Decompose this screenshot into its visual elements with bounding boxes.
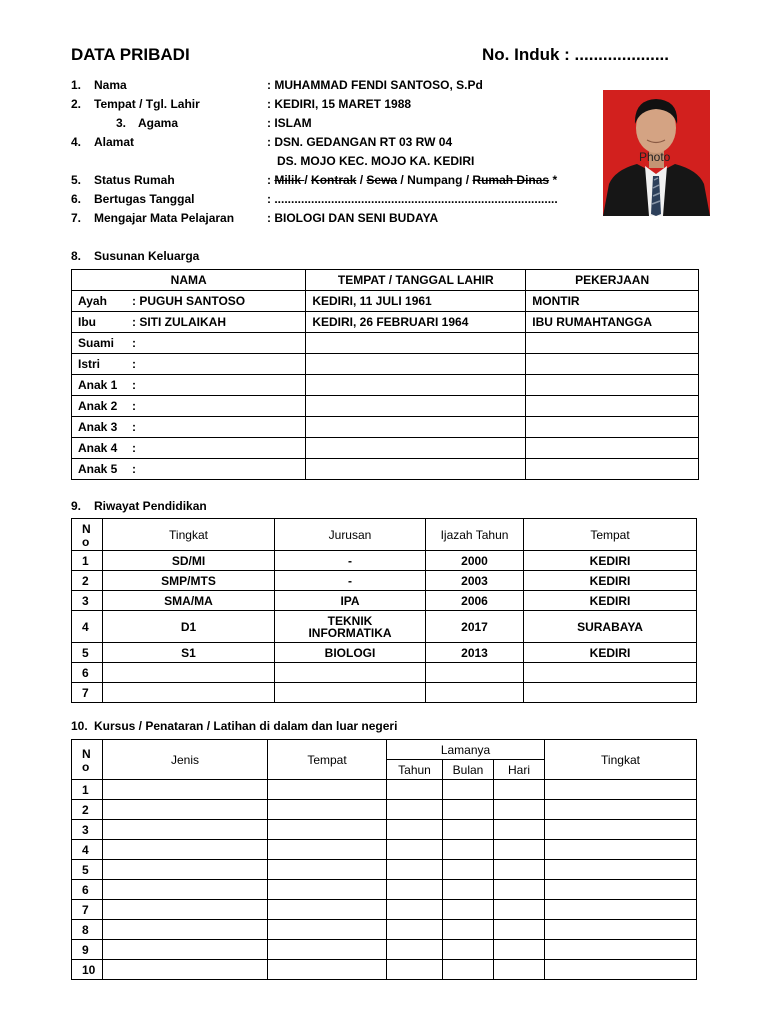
relation-label: Anak 1	[78, 378, 118, 392]
relation-label: Istri	[78, 357, 101, 371]
info-label: Alamat	[94, 135, 135, 149]
empty-cell	[103, 820, 268, 840]
table-row	[72, 840, 697, 860]
empty-cell	[103, 860, 268, 880]
level-cell	[103, 683, 275, 703]
empty-cell	[545, 960, 697, 980]
info-value: : MUHAMMAD FENDI SANTOSO, S.Pd	[267, 78, 483, 92]
value-part: :	[267, 173, 275, 187]
header-text: N	[82, 746, 91, 761]
section-number: 9.	[71, 499, 82, 513]
table-row	[72, 960, 697, 980]
row-number-cell: 4	[72, 611, 103, 643]
column-header: Jenis	[103, 740, 268, 780]
row-number-cell: 6	[72, 663, 103, 683]
table-row	[72, 312, 699, 333]
job-cell	[526, 396, 699, 417]
header-text: N	[82, 521, 91, 536]
value-part: / Numpang /	[397, 173, 473, 187]
table-row	[72, 880, 697, 900]
column-header: Tingkat	[545, 740, 697, 780]
place-cell: KEDIRI	[524, 643, 697, 663]
relation-label: Anak 2	[78, 399, 118, 413]
empty-cell	[103, 880, 268, 900]
info-row-birth	[71, 97, 591, 116]
year-cell: 2003	[426, 571, 524, 591]
empty-cell	[545, 920, 697, 940]
table-row	[72, 683, 697, 703]
column-header: Ijazah Tahun	[426, 519, 524, 551]
info-label: Mengajar Mata Pelajaran	[94, 211, 235, 225]
empty-cell	[545, 820, 697, 840]
place-cell: SURABAYA	[524, 611, 697, 643]
birth-cell	[306, 438, 526, 459]
column-header: Bulan	[443, 760, 494, 780]
level-cell: SD/MI	[103, 551, 275, 571]
course-table	[71, 739, 697, 980]
table-row	[72, 860, 697, 880]
table-row	[72, 354, 699, 375]
empty-cell	[545, 860, 697, 880]
section-title: Riwayat Pendidikan	[94, 499, 207, 513]
family-name: : PUGUH SANTOSO	[132, 294, 246, 308]
birth-cell	[306, 396, 526, 417]
info-number: 4.	[71, 135, 82, 149]
section-title: Susunan Keluarga	[94, 249, 200, 263]
job-cell	[526, 333, 699, 354]
info-number: 3.	[116, 116, 127, 130]
major-cell	[275, 683, 426, 703]
empty-cell	[443, 900, 494, 920]
empty-cell	[103, 940, 268, 960]
job-cell	[526, 438, 699, 459]
column-header: Tempat	[524, 519, 697, 551]
row-number-cell: 3	[72, 591, 103, 611]
year-cell: 2017	[426, 611, 524, 643]
table-row	[72, 417, 699, 438]
empty-cell	[494, 780, 545, 800]
value-part-struck: Kontrak	[311, 173, 357, 187]
table-row	[72, 900, 697, 920]
family-name-cell	[72, 396, 306, 417]
info-number: 6.	[71, 192, 82, 206]
info-value: : .....................................................................................	[267, 192, 558, 206]
major-line: TEKNIK	[327, 613, 373, 628]
row-number-cell: 3	[72, 820, 103, 840]
major-cell: -	[275, 551, 426, 571]
table-row	[72, 663, 697, 683]
empty-cell	[103, 800, 268, 820]
induk-number-label: No. Induk : ....................	[482, 45, 670, 64]
page-title: DATA PRIBADI	[71, 45, 190, 64]
profile-photo	[603, 90, 710, 216]
birth-cell	[306, 333, 526, 354]
empty-cell	[268, 940, 387, 960]
year-cell	[426, 663, 524, 683]
info-row-religion	[71, 116, 591, 135]
major-cell: -	[275, 571, 426, 591]
section-family	[71, 249, 199, 263]
table-row	[72, 375, 699, 396]
level-cell: SMA/MA	[103, 591, 275, 611]
empty-cell	[268, 900, 387, 920]
job-cell: MONTIR	[526, 291, 699, 312]
info-number: 2.	[71, 97, 82, 111]
value-part: /	[304, 173, 312, 187]
value-part-struck: Rumah Dinas	[472, 173, 550, 187]
table-header-row	[72, 519, 697, 551]
empty-cell	[268, 840, 387, 860]
info-value: : KEDIRI, 15 MARET 1988	[267, 97, 412, 111]
empty-cell	[494, 880, 545, 900]
family-name: :	[132, 399, 136, 413]
empty-cell	[494, 900, 545, 920]
family-name-cell	[72, 291, 306, 312]
family-name: :	[132, 357, 136, 371]
column-header: PEKERJAAN	[526, 270, 699, 291]
row-number-cell: 5	[72, 860, 103, 880]
empty-cell	[387, 880, 443, 900]
info-number: 5.	[71, 173, 82, 187]
info-label: Status Rumah	[94, 173, 175, 187]
info-row-subject	[71, 211, 591, 230]
section-courses	[71, 719, 397, 733]
photo-label: Photo	[639, 150, 671, 164]
row-number-cell: 4	[72, 840, 103, 860]
empty-cell	[387, 900, 443, 920]
table-row	[72, 333, 699, 354]
info-value: : DSN. GEDANGAN RT 03 RW 04	[267, 135, 453, 149]
place-cell: KEDIRI	[524, 571, 697, 591]
empty-cell	[268, 880, 387, 900]
info-value: : ISLAM	[267, 116, 312, 130]
section-education	[71, 499, 207, 513]
empty-cell	[443, 820, 494, 840]
info-label: Nama	[94, 78, 127, 92]
place-cell	[524, 663, 697, 683]
empty-cell	[443, 940, 494, 960]
empty-cell	[103, 840, 268, 860]
family-name-cell	[72, 417, 306, 438]
info-number: 1.	[71, 78, 82, 92]
empty-cell	[443, 860, 494, 880]
family-name-cell	[72, 312, 306, 333]
family-name: :	[132, 420, 136, 434]
empty-cell	[387, 860, 443, 880]
birth-cell	[306, 417, 526, 438]
empty-cell	[545, 940, 697, 960]
table-header-row	[72, 270, 699, 291]
column-header: Lamanya	[387, 740, 545, 760]
birth-cell: KEDIRI, 26 FEBRUARI 1964	[306, 312, 526, 333]
family-name-cell	[72, 333, 306, 354]
column-header: Jurusan	[275, 519, 426, 551]
empty-cell	[443, 960, 494, 980]
row-number-cell: 1	[72, 551, 103, 571]
empty-cell	[494, 820, 545, 840]
level-cell: SMP/MTS	[103, 571, 275, 591]
empty-cell	[545, 780, 697, 800]
empty-cell	[387, 820, 443, 840]
family-name: :	[132, 441, 136, 455]
job-cell: IBU RUMAHTANGGA	[526, 312, 699, 333]
family-name: :	[132, 462, 136, 476]
relation-label: Ibu	[78, 315, 96, 329]
table-row	[72, 459, 699, 480]
row-number-cell: 1	[72, 780, 103, 800]
relation-label: Anak 4	[78, 441, 118, 455]
empty-cell	[443, 920, 494, 940]
family-name-cell	[72, 459, 306, 480]
column-header-no	[72, 740, 103, 780]
info-number: 7.	[71, 211, 82, 225]
major-cell	[275, 611, 426, 643]
column-header: Hari	[494, 760, 545, 780]
empty-cell	[103, 780, 268, 800]
personal-info-list	[71, 78, 591, 230]
value-part: *	[549, 173, 558, 187]
table-row	[72, 591, 697, 611]
empty-cell	[494, 860, 545, 880]
year-cell	[426, 683, 524, 703]
info-row-address-2	[71, 154, 591, 173]
row-number-cell: 10	[72, 960, 103, 980]
birth-cell	[306, 354, 526, 375]
relation-label: Anak 3	[78, 420, 118, 434]
empty-cell	[443, 780, 494, 800]
table-row	[72, 611, 697, 643]
value-part: /	[356, 173, 367, 187]
section-number: 8.	[71, 249, 82, 263]
info-value: : BIOLOGI DAN SENI BUDAYA	[267, 211, 439, 225]
info-row-address	[71, 135, 591, 154]
column-header: TEMPAT / TANGGAL LAHIR	[306, 270, 526, 291]
table-row	[72, 396, 699, 417]
major-cell: IPA	[275, 591, 426, 611]
table-row	[72, 820, 697, 840]
birth-cell: KEDIRI, 11 JULI 1961	[306, 291, 526, 312]
empty-cell	[387, 780, 443, 800]
level-cell	[103, 663, 275, 683]
table-row	[72, 291, 699, 312]
empty-cell	[545, 800, 697, 820]
empty-cell	[545, 900, 697, 920]
empty-cell	[268, 860, 387, 880]
family-name-cell	[72, 354, 306, 375]
row-number-cell: 7	[72, 900, 103, 920]
column-header: Tahun	[387, 760, 443, 780]
year-cell: 2006	[426, 591, 524, 611]
row-number-cell: 5	[72, 643, 103, 663]
major-cell: BIOLOGI	[275, 643, 426, 663]
empty-cell	[387, 840, 443, 860]
info-row-name	[71, 78, 591, 97]
table-row	[72, 438, 699, 459]
place-cell: KEDIRI	[524, 591, 697, 611]
table-row	[72, 800, 697, 820]
empty-cell	[494, 940, 545, 960]
empty-cell	[387, 920, 443, 940]
family-name-cell	[72, 438, 306, 459]
major-line: INFORMATIKA	[308, 625, 392, 640]
relation-label: Ayah	[78, 294, 107, 308]
relation-label: Anak 5	[78, 462, 118, 476]
empty-cell	[494, 960, 545, 980]
empty-cell	[443, 800, 494, 820]
column-header: Tingkat	[103, 519, 275, 551]
job-cell	[526, 354, 699, 375]
family-name-cell	[72, 375, 306, 396]
empty-cell	[494, 840, 545, 860]
header-text: o	[82, 534, 90, 549]
info-label: Tempat / Tgl. Lahir	[94, 97, 200, 111]
row-number-cell: 2	[72, 800, 103, 820]
info-value: DS. MOJO KEC. MOJO KA. KEDIRI	[277, 154, 475, 168]
info-row-duty-date	[71, 192, 591, 211]
level-cell: D1	[103, 611, 275, 643]
birth-cell	[306, 375, 526, 396]
column-header-no	[72, 519, 103, 551]
year-cell: 2013	[426, 643, 524, 663]
birth-cell	[306, 459, 526, 480]
row-number-cell: 8	[72, 920, 103, 940]
empty-cell	[387, 960, 443, 980]
empty-cell	[268, 920, 387, 940]
table-row	[72, 940, 697, 960]
empty-cell	[443, 880, 494, 900]
family-table	[71, 269, 699, 480]
table-row	[72, 643, 697, 663]
table-header-row	[72, 740, 697, 760]
relation-label: Suami	[78, 336, 115, 350]
row-number-cell: 6	[72, 880, 103, 900]
info-value	[267, 173, 557, 187]
header-text: o	[82, 759, 90, 774]
empty-cell	[103, 920, 268, 940]
empty-cell	[545, 840, 697, 860]
place-cell: KEDIRI	[524, 551, 697, 571]
section-number: 10.	[71, 719, 88, 733]
empty-cell	[494, 920, 545, 940]
level-cell: S1	[103, 643, 275, 663]
family-name: :	[132, 336, 136, 350]
value-part-struck: Milik	[274, 173, 305, 187]
year-cell: 2000	[426, 551, 524, 571]
empty-cell	[268, 820, 387, 840]
empty-cell	[103, 960, 268, 980]
empty-cell	[268, 960, 387, 980]
job-cell	[526, 459, 699, 480]
empty-cell	[443, 840, 494, 860]
value-part-struck: Sewa	[366, 173, 398, 187]
empty-cell	[494, 800, 545, 820]
place-cell	[524, 683, 697, 703]
empty-cell	[545, 880, 697, 900]
row-number-cell: 9	[72, 940, 103, 960]
info-row-house-status	[71, 173, 591, 192]
education-table	[71, 518, 697, 703]
table-row	[72, 551, 697, 571]
column-header: Tempat	[268, 740, 387, 780]
info-label: Agama	[138, 116, 179, 130]
empty-cell	[268, 800, 387, 820]
family-name: :	[132, 378, 136, 392]
empty-cell	[387, 940, 443, 960]
table-row	[72, 920, 697, 940]
table-row	[72, 780, 697, 800]
column-header: NAMA	[72, 270, 306, 291]
empty-cell	[387, 800, 443, 820]
row-number-cell: 7	[72, 683, 103, 703]
job-cell	[526, 417, 699, 438]
table-row	[72, 571, 697, 591]
empty-cell	[103, 900, 268, 920]
job-cell	[526, 375, 699, 396]
major-cell	[275, 663, 426, 683]
row-number-cell: 2	[72, 571, 103, 591]
section-title: Kursus / Penataran / Latihan di dalam dan luar negeri	[94, 719, 398, 733]
empty-cell	[268, 780, 387, 800]
family-name: : SITI ZULAIKAH	[132, 315, 226, 329]
info-label: Bertugas Tanggal	[94, 192, 195, 206]
